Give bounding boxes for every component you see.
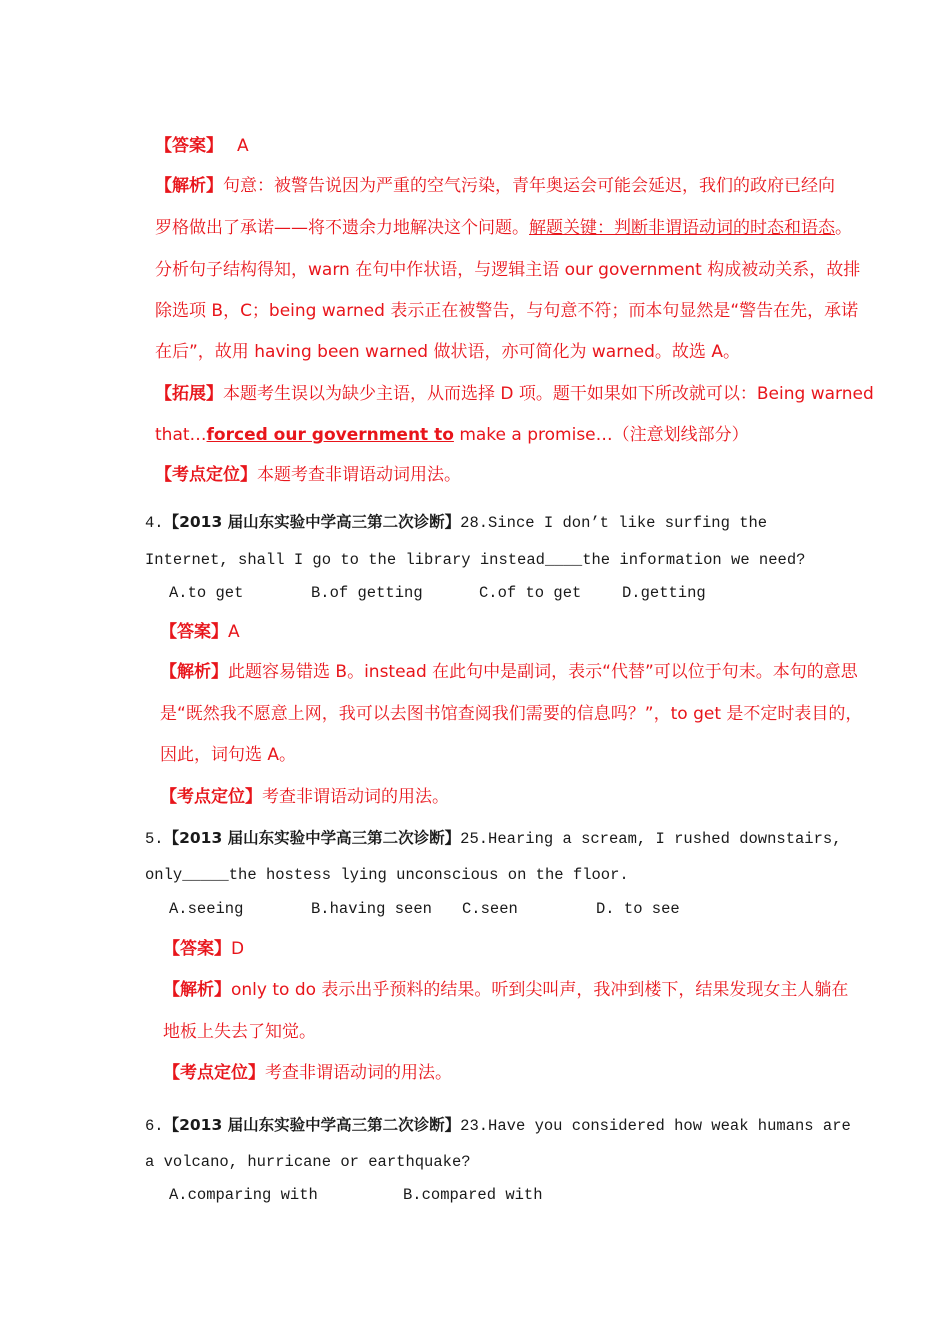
q4-option-d: D.getting bbox=[622, 584, 706, 602]
q5-option-b: B.having seen bbox=[311, 900, 432, 918]
q5-point-label: 【考点定位】 bbox=[163, 1063, 265, 1083]
q5-option-c: C.seen bbox=[462, 900, 518, 918]
q3-answer-value: A bbox=[237, 136, 249, 156]
q3-analysis-line-3: 分析句子结构得知，warn 在句中作状语，与逻辑主语 our government 构成被动关系，故排 bbox=[155, 260, 861, 280]
q6-stem-line-1: 6.【2013 届山东实验中学高三第二次诊断】23.Have you considered how weak humans are bbox=[145, 1116, 851, 1135]
q4-source: 【2013 届山东实验中学高三第二次诊断】 bbox=[163, 513, 461, 531]
q5-option-a: A.seeing bbox=[169, 900, 244, 918]
q4-point-label: 【考点定位】 bbox=[160, 787, 262, 807]
q3-extend-line-2: that…forced our government to make a promise…（注意划线部分） bbox=[155, 425, 749, 445]
q3-analysis-line-5: 在后”，故用 having been warned 做状语，亦可简化为 warned。故选 A。 bbox=[155, 342, 740, 362]
q5-stem-line-1: 5.【2013 届山东实验中学高三第二次诊断】25.Hearing a scream, I rushed downstairs, bbox=[145, 829, 842, 848]
q3-point-line: 【考点定位】本题考查非谓语动词用法。 bbox=[155, 465, 461, 485]
q4-number: 4. bbox=[145, 514, 164, 532]
q4-analysis-line-2: 是“既然我不愿意上网，我可以去图书馆查阅我们需要的信息吗？”，to get 是不定时表目的， bbox=[160, 704, 863, 724]
q6-option-b: B.compared with bbox=[403, 1186, 543, 1204]
q4-answer-label: 【答案】 bbox=[160, 622, 228, 642]
q5-option-d: D. to see bbox=[596, 900, 680, 918]
q5-answer-value: D bbox=[231, 939, 245, 959]
q4-stem-line-1: 4.【2013 届山东实验中学高三第二次诊断】28.Since I don’t like surfing the bbox=[145, 513, 768, 532]
q6-option-a: A.comparing with bbox=[169, 1186, 318, 1204]
q3-key-point: 解题关键：判断非谓语动词的时态和语态 bbox=[529, 218, 835, 238]
q3-analysis-line-1: 【解析】句意：被警告说因为严重的空气污染，青年奥运会可能会延迟，我们的政府已经向 bbox=[155, 176, 835, 196]
q4-analysis-label: 【解析】 bbox=[160, 662, 228, 682]
q4-stem-line-2: Internet, shall I go to the library instead____the information we need? bbox=[145, 551, 806, 569]
q4-option-b: B.of getting bbox=[311, 584, 423, 602]
q6-stem-line-2: a volcano, hurricane or earthquake? bbox=[145, 1153, 471, 1171]
q5-analysis-line-1: 【解析】only to do 表示出乎预料的结果。听到尖叫声，我冲到楼下，结果发现女主人躺在 bbox=[163, 980, 849, 1000]
q6-source: 【2013 届山东实验中学高三第二次诊断】 bbox=[163, 1116, 461, 1134]
q3-extend-label: 【拓展】 bbox=[155, 384, 223, 404]
q5-source: 【2013 届山东实验中学高三第二次诊断】 bbox=[163, 829, 461, 847]
q4-answer-value: A bbox=[228, 622, 240, 642]
q5-analysis-label: 【解析】 bbox=[163, 980, 231, 1000]
q3-point-label: 【考点定位】 bbox=[155, 465, 257, 485]
q4-option-a: A.to get bbox=[169, 584, 244, 602]
q5-blank: _____ bbox=[182, 866, 229, 884]
q3-analysis-label: 【解析】 bbox=[155, 176, 223, 196]
q5-answer-line bbox=[163, 941, 244, 958]
q3-answer-line bbox=[155, 138, 249, 155]
q4-blank: ____ bbox=[544, 551, 583, 569]
q3-answer-label: 【答案】 bbox=[155, 136, 223, 156]
q4-point-line: 【考点定位】考查非谓语动词的用法。 bbox=[160, 787, 449, 807]
q4-analysis-line-1: 【解析】此题容易错选 B。instead 在此句中是副词，表示“代替”可以位于句末。本句的意思 bbox=[160, 662, 858, 682]
q3-analysis-line-4: 除选项 B，C；being warned 表示正在被警告，与句意不符；而本句显然是“警告在先，承诺 bbox=[155, 301, 859, 321]
q5-number: 5. bbox=[145, 830, 164, 848]
q6-number: 6. bbox=[145, 1117, 164, 1135]
q5-stem-line-2: only_____the hostess lying unconscious on the floor. bbox=[145, 866, 629, 884]
q5-analysis-line-2: 地板上失去了知觉。 bbox=[163, 1022, 316, 1042]
q5-point-line: 【考点定位】考查非谓语动词的用法。 bbox=[163, 1063, 452, 1083]
q4-answer-line bbox=[160, 624, 240, 641]
q5-answer-label: 【答案】 bbox=[163, 939, 231, 959]
q4-analysis-line-3: 因此，词句选 A。 bbox=[160, 745, 297, 765]
q3-analysis-line-2: 罗格做出了承诺——将不遗余力地解决这个问题。解题关键：判断非谓语动词的时态和语态。 bbox=[155, 218, 852, 238]
q3-extend-underlined: forced our government to bbox=[206, 425, 454, 445]
q4-option-c: C.of to get bbox=[479, 584, 582, 602]
q3-extend-line-1: 【拓展】本题考生误以为缺少主语，从而选择 D 项。题干如果如下所改就可以：Being warned bbox=[155, 384, 874, 404]
